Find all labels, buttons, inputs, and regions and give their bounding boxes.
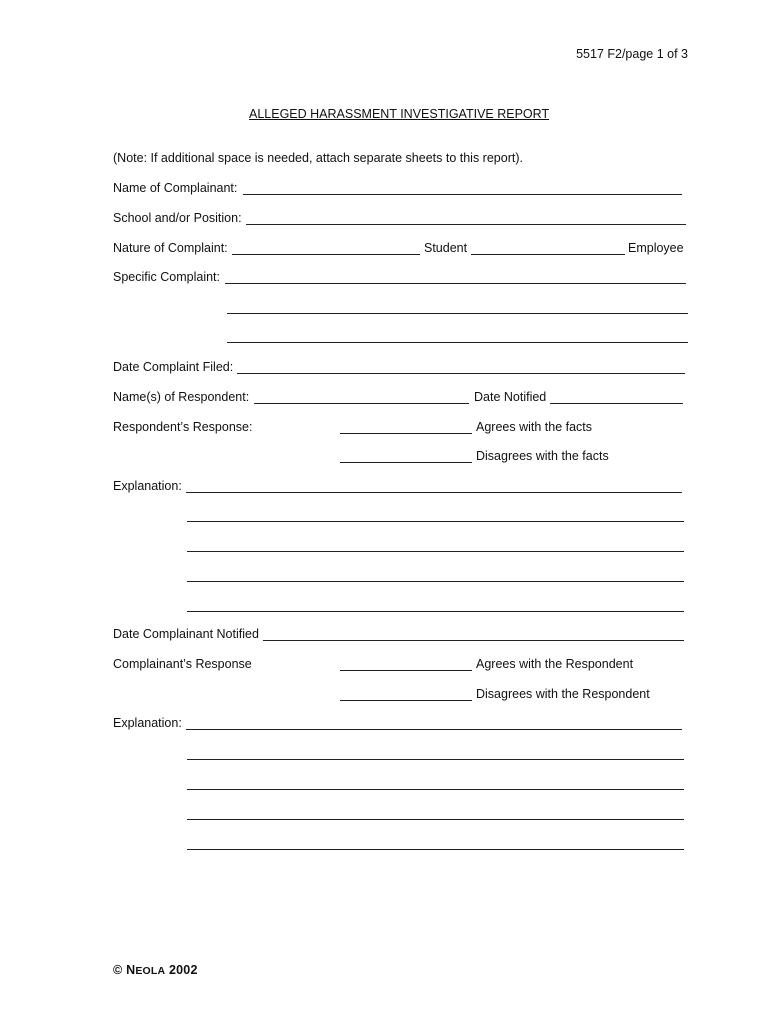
- date-filed-label: Date Complaint Filed:: [113, 360, 234, 374]
- explanation-1-field-4[interactable]: [187, 581, 684, 582]
- agrees-respondent-field[interactable]: [340, 670, 472, 671]
- agrees-respondent-label: Agrees with the Respondent: [476, 657, 634, 671]
- copyright-year: 2002: [169, 963, 198, 977]
- explanation-2-field-2[interactable]: [187, 759, 684, 760]
- student-field[interactable]: [232, 254, 420, 255]
- disagrees-facts-label: Disagrees with the facts: [476, 449, 609, 463]
- agrees-facts-label: Agrees with the facts: [476, 420, 593, 434]
- specific-complaint-field-3[interactable]: [227, 342, 688, 343]
- specific-complaint-field-1[interactable]: [225, 283, 686, 284]
- complainant-name-label: Name of Complainant:: [113, 181, 238, 195]
- specific-complaint-field-2[interactable]: [227, 313, 688, 314]
- disagrees-facts-field[interactable]: [340, 462, 472, 463]
- date-notified-label: Date Notified: [474, 390, 547, 404]
- disagrees-respondent-label: Disagrees with the Respondent: [476, 687, 650, 701]
- date-notified-field[interactable]: [550, 403, 683, 404]
- explanation-1-field-2[interactable]: [187, 521, 684, 522]
- explanation-2-label: Explanation:: [113, 716, 182, 730]
- explanation-1-field-5[interactable]: [187, 611, 684, 612]
- date-complainant-notified-field[interactable]: [263, 640, 684, 641]
- specific-complaint-label: Specific Complaint:: [113, 270, 220, 284]
- school-position-field[interactable]: [246, 224, 686, 225]
- form-title: ALLEGED HARASSMENT INVESTIGATIVE REPORT: [249, 107, 550, 121]
- explanation-1-field-3[interactable]: [187, 551, 684, 552]
- employee-field[interactable]: [471, 254, 625, 255]
- form-note: (Note: If additional space is needed, attach separate sheets to this report).: [113, 151, 523, 165]
- explanation-2-field-1[interactable]: [186, 729, 682, 730]
- explanation-1-field-1[interactable]: [186, 492, 682, 493]
- page-reference: 5517 F2/page 1 of 3: [576, 47, 688, 61]
- respondent-response-label: Respondent’s Response:: [113, 420, 253, 434]
- respondent-names-field[interactable]: [254, 403, 469, 404]
- student-label: Student: [424, 241, 468, 255]
- org-name-initial: N: [126, 963, 136, 977]
- copyright-footer: [113, 962, 198, 979]
- complainant-response-label: Complainant’s Response: [113, 657, 252, 671]
- explanation-2-field-5[interactable]: [187, 849, 684, 850]
- copyright-symbol: ©: [113, 963, 123, 977]
- disagrees-respondent-field[interactable]: [340, 700, 472, 701]
- agrees-facts-field[interactable]: [340, 433, 472, 434]
- nature-of-complaint-label: Nature of Complaint:: [113, 241, 228, 255]
- respondent-names-label: Name(s) of Respondent:: [113, 390, 250, 404]
- org-name-rest: EOLA: [135, 965, 166, 977]
- explanation-2-field-3[interactable]: [187, 789, 684, 790]
- date-complainant-notified-label: Date Complainant Notified: [113, 627, 259, 641]
- date-filed-field[interactable]: [237, 373, 685, 374]
- employee-label: Employee: [628, 241, 684, 255]
- complainant-name-field[interactable]: [243, 194, 682, 195]
- explanation-1-label: Explanation:: [113, 479, 182, 493]
- explanation-2-field-4[interactable]: [187, 819, 684, 820]
- school-position-label: School and/or Position:: [113, 211, 242, 225]
